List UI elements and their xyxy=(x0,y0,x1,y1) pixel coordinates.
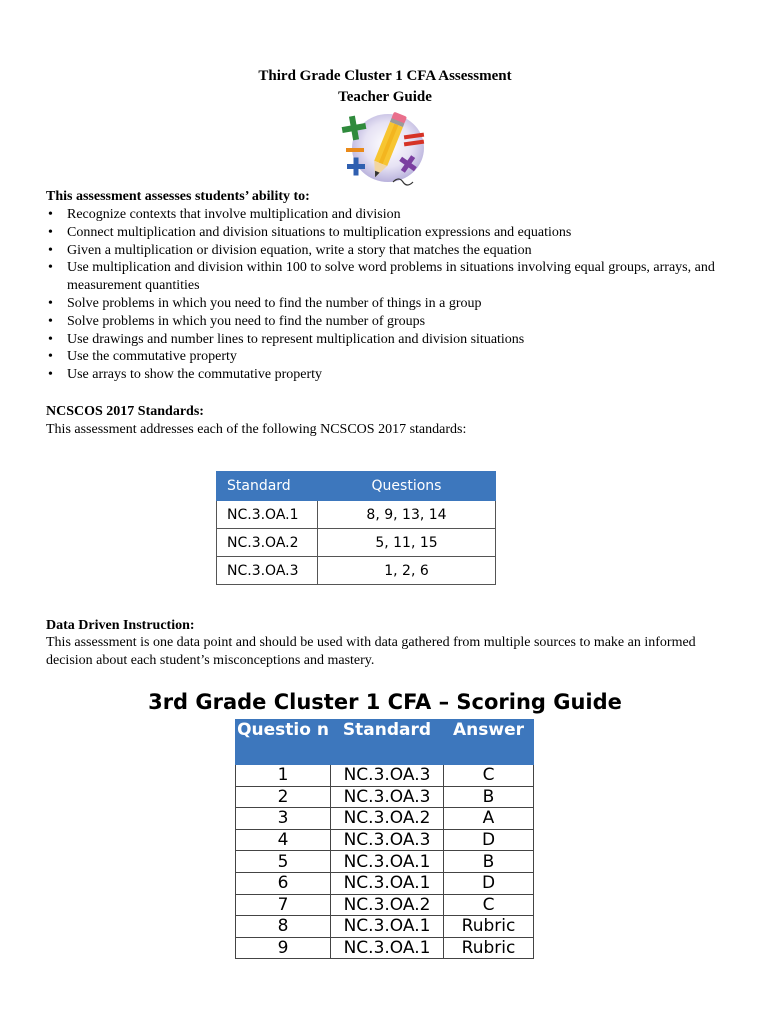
question-cell: 8 xyxy=(236,916,331,938)
list-item: • Solve problems in which you need to find the number of things in a group xyxy=(46,295,726,313)
standard-cell: NC.3.OA.2 xyxy=(217,529,318,557)
question-cell: 5 xyxy=(236,851,331,873)
scoring-table xyxy=(235,719,534,959)
standard-cell: NC.3.OA.3 xyxy=(217,557,318,585)
answer-cell: B xyxy=(444,851,534,873)
list-item: • Recognize contexts that involve multiplication and division xyxy=(46,206,726,224)
standard-cell: NC.3.OA.3 xyxy=(331,786,444,808)
table-row xyxy=(236,786,534,808)
question-cell: 1 xyxy=(236,765,331,787)
ddi-text: This assessment is one data point and should be used with data gathered from multiple sources to make an informed decision about each student’s misconceptions and mastery. xyxy=(46,635,696,668)
list-item: • Use the commutative property xyxy=(46,348,726,366)
table-row xyxy=(236,916,534,938)
answer-cell: B xyxy=(444,786,534,808)
math-pencil-icon xyxy=(338,108,434,194)
table-row xyxy=(236,829,534,851)
scoring-guide-title: 3rd Grade Cluster 1 CFA – Scoring Guide xyxy=(148,690,622,714)
standard-cell: NC.3.OA.3 xyxy=(331,765,444,787)
table-row xyxy=(236,872,534,894)
question-cell: 7 xyxy=(236,894,331,916)
questions-cell: 5, 11, 15 xyxy=(318,529,496,557)
question-cell: 9 xyxy=(236,937,331,959)
column-header-standard: Standard xyxy=(217,472,318,501)
standard-cell: NC.3.OA.3 xyxy=(331,829,444,851)
answer-cell: C xyxy=(444,894,534,916)
standards-intro: This assessment addresses each of the following NCSCOS 2017 standards: xyxy=(46,422,467,437)
standard-cell: NC.3.OA.2 xyxy=(331,808,444,830)
standard-cell: NC.3.OA.2 xyxy=(331,894,444,916)
table-row xyxy=(217,501,496,529)
answer-cell: Rubric xyxy=(444,916,534,938)
list-item: • Use drawings and number lines to represent multiplication and division situations xyxy=(46,331,726,349)
standards-heading: NCSCOS 2017 Standards: xyxy=(46,404,204,419)
column-header-answer: Answer xyxy=(444,720,534,765)
standard-cell: NC.3.OA.1 xyxy=(217,501,318,529)
standards-table xyxy=(216,471,496,585)
table-header-row xyxy=(217,472,496,501)
table-row xyxy=(236,765,534,787)
answer-cell: D xyxy=(444,872,534,894)
table-row xyxy=(217,529,496,557)
question-cell: 4 xyxy=(236,829,331,851)
question-cell: 3 xyxy=(236,808,331,830)
answer-cell: Rubric xyxy=(444,937,534,959)
table-row xyxy=(236,851,534,873)
column-header-standard: Standard xyxy=(331,720,444,765)
standard-cell: NC.3.OA.1 xyxy=(331,916,444,938)
column-header-question: Questio n xyxy=(236,720,331,765)
list-item: • Use multiplication and division within 100 to solve word problems in situations involving equal groups, arrays, and measurement quantities xyxy=(46,259,726,295)
table-row xyxy=(217,557,496,585)
question-cell: 6 xyxy=(236,872,331,894)
table-row xyxy=(236,937,534,959)
table-row xyxy=(236,808,534,830)
list-item: • Solve problems in which you need to find the number of groups xyxy=(46,313,726,331)
questions-cell: 8, 9, 13, 14 xyxy=(318,501,496,529)
standard-cell: NC.3.OA.1 xyxy=(331,872,444,894)
ddi-heading: Data Driven Instruction: xyxy=(46,618,195,633)
list-item: • Connect multiplication and division situations to multiplication expressions and equations xyxy=(46,224,726,242)
list-item: • Use arrays to show the commutative property xyxy=(46,366,726,384)
questions-cell: 1, 2, 6 xyxy=(318,557,496,585)
document-subtitle: Teacher Guide xyxy=(338,89,432,105)
question-cell: 2 xyxy=(236,786,331,808)
document-title: Third Grade Cluster 1 CFA Assessment xyxy=(258,68,512,84)
list-item: • Given a multiplication or division equation, write a story that matches the equation xyxy=(46,242,726,260)
table-row xyxy=(236,894,534,916)
abilities-list xyxy=(46,206,726,384)
answer-cell: A xyxy=(444,808,534,830)
column-header-questions: Questions xyxy=(318,472,496,501)
answer-cell: C xyxy=(444,765,534,787)
standard-cell: NC.3.OA.1 xyxy=(331,937,444,959)
abilities-heading: This assessment assesses students’ ability to: xyxy=(46,189,310,204)
standard-cell: NC.3.OA.1 xyxy=(331,851,444,873)
answer-cell: D xyxy=(444,829,534,851)
table-header-row xyxy=(236,720,534,765)
